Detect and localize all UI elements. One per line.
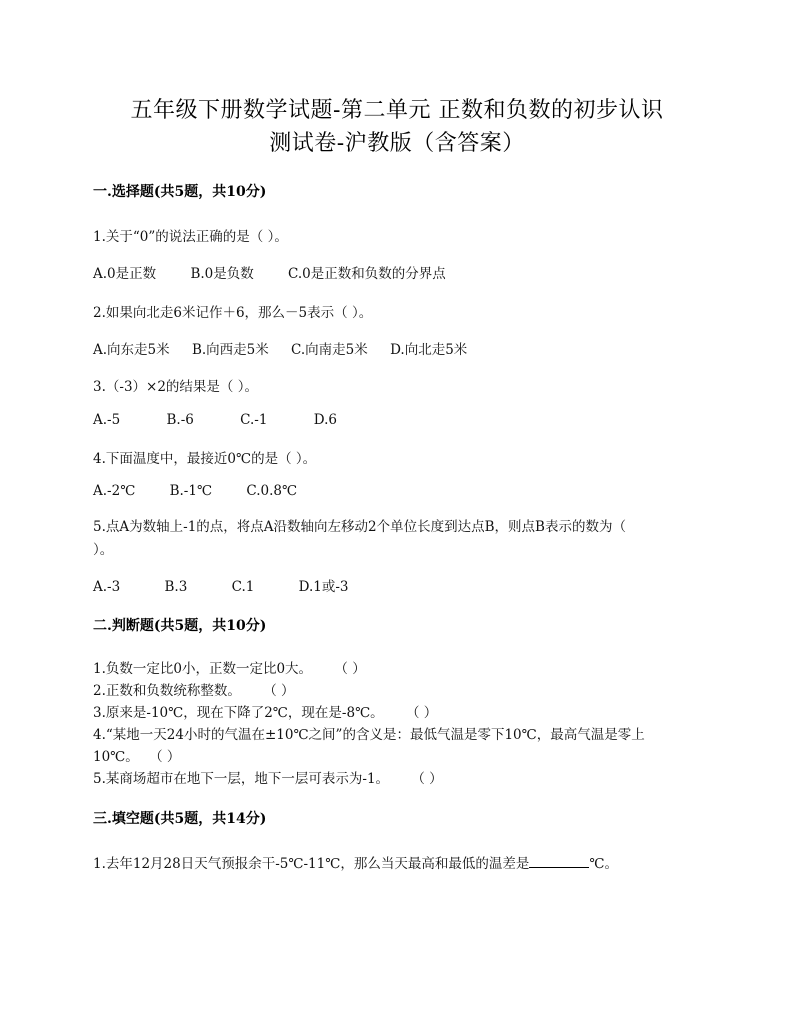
q4-stem: 4.下面温度中，最接近0℃的是（ ）。 — [93, 451, 317, 467]
q5-stem-line2: ）。 — [93, 542, 114, 558]
judge-item-4-line1: 4.“某地一天24小时的气温在±10℃之间”的含义是：最低气温是零下10℃，最高气温是零上 — [93, 727, 645, 743]
q4-option-b: B.-1℃ — [169, 483, 213, 499]
judge-item-4-paren: （ ） — [149, 749, 181, 765]
q5-option-c: C.1 — [231, 579, 255, 595]
judge-item-2-paren: （ ） — [263, 683, 295, 699]
q3-option-a: A.-5 — [93, 412, 121, 428]
q4-option-c: C.0.8℃ — [246, 483, 298, 499]
fill-q1-unit: ℃。 — [589, 856, 618, 872]
judge-item-4-line2-text: 10℃。 — [93, 749, 139, 765]
fill-q1-text: 1.去年12月28日天气预报余干-5℃-11℃，那么当天最高和最低的温差是 — [93, 856, 530, 872]
judge-item-3-text: 3.原来是-10℃，现在下降了2℃，现在是-8℃。 — [93, 705, 384, 721]
q3-option-d: D.6 — [313, 412, 337, 428]
q3-option-b: B.-6 — [166, 412, 194, 428]
q1-stem: 1.关于“0”的说法正确的是（ ）。 — [93, 229, 288, 245]
q2-option-d: D.向北走5米 — [390, 342, 468, 358]
q3-option-c: C.-1 — [240, 412, 268, 428]
judge-item-1-paren: （ ） — [334, 661, 366, 677]
q2-option-b: B.向西走5米 — [191, 342, 269, 358]
q5-option-b: B.3 — [164, 579, 188, 595]
q2-option-a: A.向东走5米 — [93, 342, 170, 358]
judge-item-1-text: 1.负数一定比0小，正数一定比0大。 — [93, 661, 313, 677]
fill-q1 — [93, 852, 618, 872]
q3-options — [93, 412, 367, 428]
q4-option-a: A.-2℃ — [93, 483, 136, 499]
section3-heading: 三.填空题(共5题，共14分) — [93, 811, 267, 827]
judge-item-5-paren: （ ） — [411, 771, 443, 787]
q4-options — [93, 483, 327, 499]
judge-item-2-text: 2.正数和负数统称整数。 — [93, 683, 241, 699]
judge-item-3-paren: （ ） — [406, 705, 438, 721]
q2-stem: 2.如果向北走6米记作＋6，那么－5表示（ ）。 — [93, 305, 373, 321]
section1-heading: 一.选择题(共5题，共10分) — [93, 184, 267, 200]
q5-option-a: A.-3 — [93, 579, 121, 595]
q3-stem: 3.（-3）×2的结果是（ ）。 — [93, 379, 258, 395]
judge-item-2 — [93, 679, 299, 699]
judge-item-5-text: 5.某商场超市在地下一层，地下一层可表示为-1。 — [93, 771, 390, 787]
q5-stem-line1: 5.点A为数轴上-1的点，将点A沿数轴向左移动2个单位长度到达点B，则点B表示的数为（ — [93, 519, 626, 535]
judge-item-4-line2 — [93, 745, 185, 765]
q1-option-c: C.0是正数和负数的分界点 — [288, 266, 446, 282]
section2-heading: 二.判断题(共5题，共10分) — [93, 618, 267, 634]
q5-options — [93, 575, 379, 595]
document-title-line2: 测试卷-沪教版（含答案） — [269, 131, 525, 156]
q5-option-d: D.1或-3 — [298, 579, 349, 595]
judge-item-5 — [93, 767, 447, 787]
q1-option-b: B.0是负数 — [190, 266, 254, 282]
judge-item-1 — [93, 657, 370, 677]
q1-option-a: A.0是正数 — [93, 266, 157, 282]
q2-option-c: C.向南走5米 — [291, 342, 368, 358]
fill-q1-blank[interactable] — [529, 853, 589, 868]
document-title-line1: 五年级下册数学试题-第二单元 正数和负数的初步认识 — [130, 98, 664, 123]
q2-options — [93, 338, 497, 358]
q1-options — [93, 262, 476, 282]
judge-item-3 — [93, 701, 442, 721]
